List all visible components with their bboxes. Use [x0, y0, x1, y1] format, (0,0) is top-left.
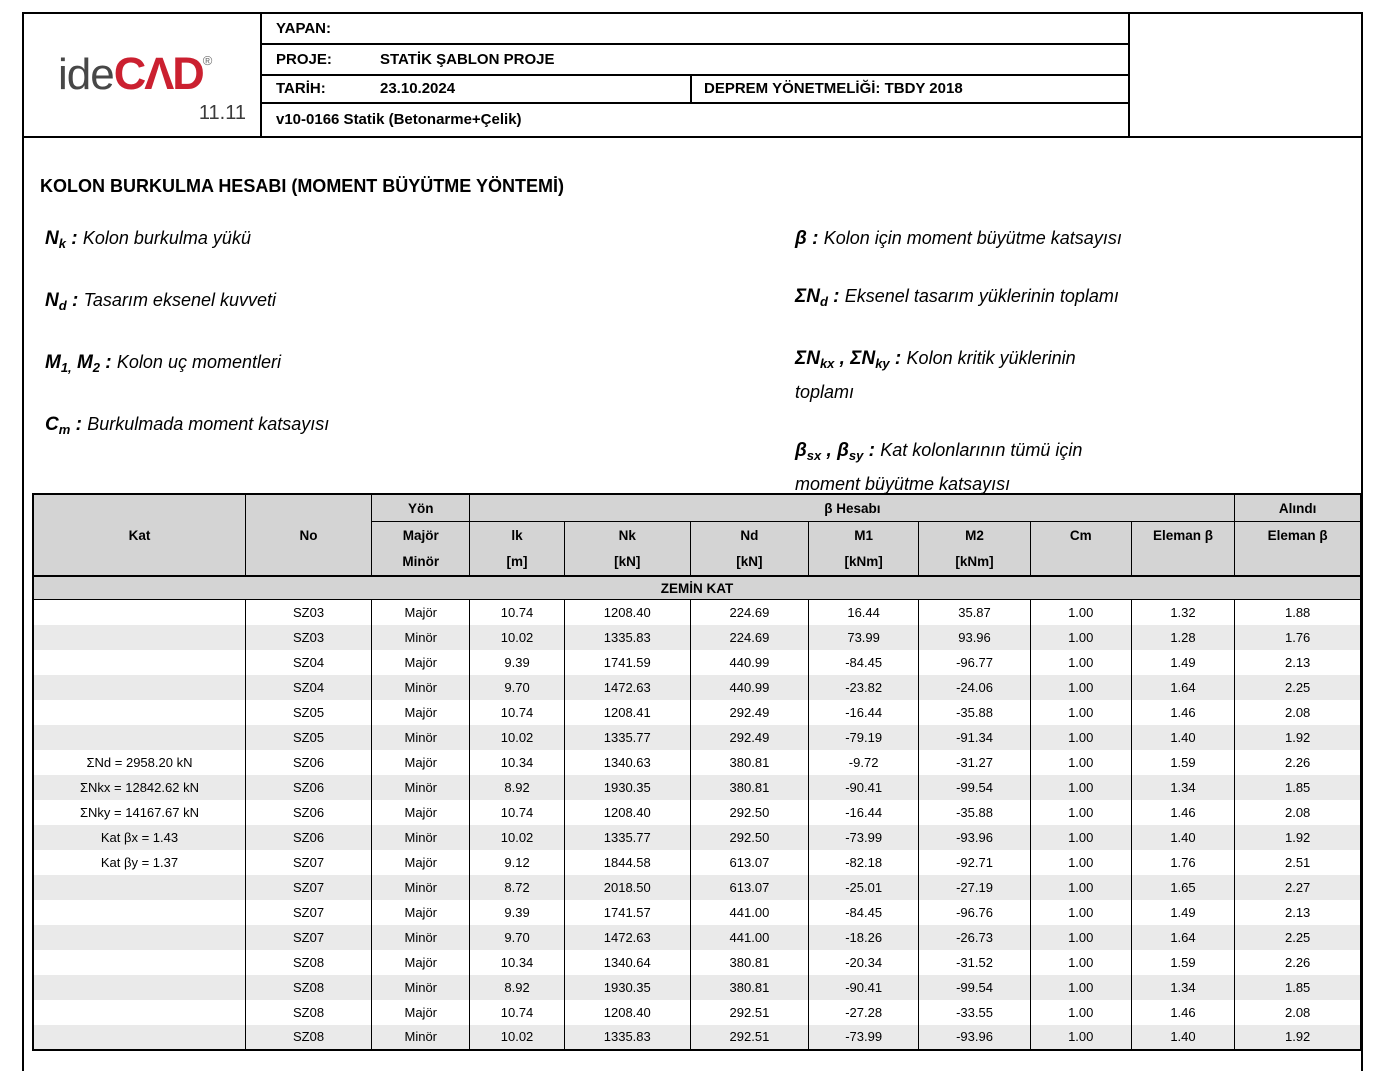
cell-eleman-beta: 1.40 [1131, 1025, 1235, 1050]
table-row [33, 625, 1361, 650]
cell-no: SZ05 [245, 700, 371, 725]
cell-eleman-beta: 1.76 [1131, 850, 1235, 875]
cell-no: SZ08 [245, 1000, 371, 1025]
cell-eleman-beta: 1.46 [1131, 1000, 1235, 1025]
cell-eleman-beta: 1.64 [1131, 925, 1235, 950]
cell-alindi-eleman-beta: 1.92 [1235, 1025, 1361, 1050]
col-header-alindi: Alındı [1235, 494, 1361, 522]
cell-nk: 1844.58 [564, 850, 690, 875]
cell-nd: 292.50 [690, 825, 808, 850]
cell-yon: Majör [372, 800, 470, 825]
cell-no: SZ05 [245, 725, 371, 750]
cell-nd: 380.81 [690, 775, 808, 800]
cell-eleman-beta: 1.28 [1131, 625, 1235, 650]
cell-kat-summary [33, 875, 245, 900]
cell-nk: 1208.40 [564, 800, 690, 825]
cell-cm: 1.00 [1030, 975, 1131, 1000]
definition-item: $\Sigma N_{kx}$ , $\Sigma N_{ky}$ : Kolon kritik yüklerinin toplamı [795, 348, 1076, 402]
cell-kat-summary [33, 625, 245, 650]
cell-cm: 1.00 [1030, 875, 1131, 900]
cell-nk: 1335.77 [564, 725, 690, 750]
cell-kat-summary [33, 950, 245, 975]
cell-alindi-eleman-beta: 2.08 [1235, 700, 1361, 725]
cell-m1: -90.41 [809, 975, 919, 1000]
cell-yon: Minör [372, 875, 470, 900]
col-header-alindi-eleman-beta: Eleman β [1235, 522, 1361, 577]
logo-gray-part: ide [58, 50, 114, 99]
cell-alindi-eleman-beta: 2.13 [1235, 650, 1361, 675]
cell-yon: Majör [372, 1000, 470, 1025]
cell-cm: 1.00 [1030, 725, 1131, 750]
definition-item: $\Sigma N_d$ : Eksenel tasarım yüklerinin toplamı [795, 286, 1119, 309]
col-header-kat: Kat [33, 494, 245, 576]
definition-item: $N_d$ : Tasarım eksenel kuvveti [45, 290, 276, 313]
cell-kat-summary [33, 600, 245, 625]
col-header-m2: M2 [kNm] [919, 522, 1031, 577]
cell-m1: -16.44 [809, 700, 919, 725]
cell-eleman-beta: 1.40 [1131, 725, 1235, 750]
cell-lk: 8.92 [470, 775, 564, 800]
cell-m2: -27.19 [919, 875, 1031, 900]
cell-nk: 1340.63 [564, 750, 690, 775]
cell-alindi-eleman-beta: 1.85 [1235, 775, 1361, 800]
cell-nd: 441.00 [690, 925, 808, 950]
cell-cm: 1.00 [1030, 675, 1131, 700]
cell-m2: -99.54 [919, 975, 1031, 1000]
cell-kat-summary: Kat βx = 1.43 [33, 825, 245, 850]
table-row [33, 925, 1361, 950]
table-row [33, 600, 1361, 625]
cell-m1: -90.41 [809, 775, 919, 800]
cell-eleman-beta: 1.40 [1131, 825, 1235, 850]
cell-nd: 292.50 [690, 800, 808, 825]
cell-nk: 1208.40 [564, 1000, 690, 1025]
cell-kat-summary [33, 675, 245, 700]
cell-lk: 10.34 [470, 750, 564, 775]
cell-m2: -31.27 [919, 750, 1031, 775]
cell-lk: 9.12 [470, 850, 564, 875]
cell-kat-summary [33, 975, 245, 1000]
header-row-version [262, 104, 1128, 136]
cell-no: SZ04 [245, 675, 371, 700]
cell-m1: -18.26 [809, 925, 919, 950]
cell-nk: 1335.77 [564, 825, 690, 850]
cell-nd: 224.69 [690, 600, 808, 625]
cell-yon: Minör [372, 825, 470, 850]
cell-m2: -91.34 [919, 725, 1031, 750]
cell-m2: -96.76 [919, 900, 1031, 925]
cell-no: SZ07 [245, 900, 371, 925]
cell-m1: -84.45 [809, 650, 919, 675]
cell-m1: -25.01 [809, 875, 919, 900]
cell-alindi-eleman-beta: 1.85 [1235, 975, 1361, 1000]
cell-yon: Minör [372, 625, 470, 650]
cell-m2: -99.54 [919, 775, 1031, 800]
cell-m2: 93.96 [919, 625, 1031, 650]
cell-kat-summary [33, 1025, 245, 1050]
cell-yon: Majör [372, 700, 470, 725]
table-row [33, 700, 1361, 725]
header-row-tarih [262, 76, 1128, 104]
cell-m1: -27.28 [809, 1000, 919, 1025]
report-header [22, 14, 1363, 138]
cell-no: SZ08 [245, 950, 371, 975]
cell-cm: 1.00 [1030, 1000, 1131, 1025]
cell-eleman-beta: 1.49 [1131, 650, 1235, 675]
cell-yon: Minör [372, 725, 470, 750]
cell-cm: 1.00 [1030, 775, 1131, 800]
table-row [33, 675, 1361, 700]
cell-no: SZ06 [245, 825, 371, 850]
cell-eleman-beta: 1.46 [1131, 700, 1235, 725]
cell-m1: -79.19 [809, 725, 919, 750]
col-header-nd: Nd [kN] [690, 522, 808, 577]
tarih-value: 23.10.2024 [380, 80, 456, 97]
cell-nd: 380.81 [690, 975, 808, 1000]
logo-cell [24, 14, 262, 136]
cell-alindi-eleman-beta: 2.08 [1235, 1000, 1361, 1025]
cell-cm: 1.00 [1030, 1025, 1131, 1050]
cell-eleman-beta: 1.32 [1131, 600, 1235, 625]
cell-m2: -35.88 [919, 800, 1031, 825]
cell-nd: 292.51 [690, 1000, 808, 1025]
table-row [33, 800, 1361, 825]
cell-cm: 1.00 [1030, 650, 1131, 675]
cell-m2: -33.55 [919, 1000, 1031, 1025]
section-label: ZEMİN KAT [33, 576, 1361, 600]
cell-lk: 10.02 [470, 625, 564, 650]
cell-cm: 1.00 [1030, 800, 1131, 825]
cell-lk: 10.02 [470, 1025, 564, 1050]
cell-m1: -73.99 [809, 1025, 919, 1050]
definitions-left [45, 224, 685, 472]
cell-m2: -96.77 [919, 650, 1031, 675]
cell-yon: Majör [372, 850, 470, 875]
cell-cm: 1.00 [1030, 600, 1131, 625]
cell-nd: 440.99 [690, 650, 808, 675]
cell-lk: 9.39 [470, 650, 564, 675]
cell-nk: 1208.40 [564, 600, 690, 625]
cell-m1: 16.44 [809, 600, 919, 625]
definitions-right [795, 224, 1355, 528]
cell-yon: Majör [372, 600, 470, 625]
cell-nd: 613.07 [690, 850, 808, 875]
cell-nd: 292.51 [690, 1025, 808, 1050]
cell-kat-summary: ΣNkx = 12842.62 kN [33, 775, 245, 800]
cell-alindi-eleman-beta: 2.25 [1235, 675, 1361, 700]
col-header-eleman-beta: Eleman β [1131, 522, 1235, 577]
header-empty-cell [1128, 14, 1361, 136]
cell-alindi-eleman-beta: 2.13 [1235, 900, 1361, 925]
cell-yon: Majör [372, 950, 470, 975]
cell-yon: Majör [372, 650, 470, 675]
cell-nk: 2018.50 [564, 875, 690, 900]
cell-yon: Minör [372, 775, 470, 800]
cell-lk: 10.34 [470, 950, 564, 975]
cell-yon: Minör [372, 975, 470, 1000]
cell-kat-summary: Kat βy = 1.37 [33, 850, 245, 875]
cell-cm: 1.00 [1030, 700, 1131, 725]
cell-lk: 9.70 [470, 925, 564, 950]
logo-red-part: CΛD [113, 48, 203, 99]
cell-kat-summary [33, 650, 245, 675]
cell-eleman-beta: 1.65 [1131, 875, 1235, 900]
cell-lk: 10.74 [470, 700, 564, 725]
table-row [33, 1000, 1361, 1025]
section-row [33, 576, 1361, 600]
cell-no: SZ06 [245, 775, 371, 800]
cell-nk: 1340.64 [564, 950, 690, 975]
table-row [33, 825, 1361, 850]
cell-m1: -73.99 [809, 825, 919, 850]
yapan-label: YAPAN: [276, 20, 332, 37]
cell-no: SZ08 [245, 1025, 371, 1050]
cell-nd: 440.99 [690, 675, 808, 700]
header-info-cells [262, 14, 1128, 136]
cell-m2: -26.73 [919, 925, 1031, 950]
cell-nd: 613.07 [690, 875, 808, 900]
cell-alindi-eleman-beta: 1.92 [1235, 825, 1361, 850]
cell-no: SZ07 [245, 875, 371, 900]
page-title: KOLON BURKULMA HESABI (MOMENT BÜYÜTME YÖNTEMİ) [40, 176, 564, 196]
cell-no: SZ07 [245, 850, 371, 875]
cell-no: SZ06 [245, 750, 371, 775]
cell-eleman-beta: 1.59 [1131, 950, 1235, 975]
cell-lk: 10.74 [470, 1000, 564, 1025]
cell-nk: 1930.35 [564, 975, 690, 1000]
cell-lk: 9.70 [470, 675, 564, 700]
cell-nk: 1741.57 [564, 900, 690, 925]
cell-yon: Majör [372, 750, 470, 775]
col-header-beta-hesabi: β Hesabı [470, 494, 1235, 522]
cell-yon: Majör [372, 900, 470, 925]
col-header-no: No [245, 494, 371, 576]
cell-m2: -24.06 [919, 675, 1031, 700]
tarih-label: TARİH: [276, 80, 326, 97]
cell-m2: 35.87 [919, 600, 1031, 625]
cell-m2: -31.52 [919, 950, 1031, 975]
table-row [33, 725, 1361, 750]
cell-no: SZ03 [245, 600, 371, 625]
cell-alindi-eleman-beta: 1.88 [1235, 600, 1361, 625]
cell-lk: 8.72 [470, 875, 564, 900]
cell-nd: 380.81 [690, 950, 808, 975]
cell-m1: -20.34 [809, 950, 919, 975]
cell-no: SZ04 [245, 650, 371, 675]
proje-value: STATİK ŞABLON PROJE [380, 51, 555, 68]
cell-kat-summary [33, 700, 245, 725]
cell-nk: 1335.83 [564, 625, 690, 650]
cell-kat-summary [33, 900, 245, 925]
cell-no: SZ03 [245, 625, 371, 650]
cell-m1: -9.72 [809, 750, 919, 775]
buckling-table [32, 493, 1362, 1051]
cell-yon: Minör [372, 675, 470, 700]
idecad-logo [58, 48, 212, 100]
cell-m1: -84.45 [809, 900, 919, 925]
header-row-proje [262, 45, 1128, 76]
header-row-yapan [262, 14, 1128, 45]
col-header-lk: lk [m] [470, 522, 564, 577]
cell-alindi-eleman-beta: 2.51 [1235, 850, 1361, 875]
cell-kat-summary: ΣNd = 2958.20 kN [33, 750, 245, 775]
table-row [33, 775, 1361, 800]
cell-m1: -23.82 [809, 675, 919, 700]
cell-alindi-eleman-beta: 1.92 [1235, 725, 1361, 750]
cell-cm: 1.00 [1030, 925, 1131, 950]
table-row [33, 950, 1361, 975]
cell-lk: 9.39 [470, 900, 564, 925]
cell-kat-summary: ΣNky = 14167.67 kN [33, 800, 245, 825]
cell-yon: Minör [372, 1025, 470, 1050]
deprem-yonetmeligi-cell: DEPREM YÖNETMELİĞİ: TBDY 2018 [690, 76, 1128, 102]
cell-eleman-beta: 1.59 [1131, 750, 1235, 775]
cell-yon: Minör [372, 925, 470, 950]
col-header-nk: Nk [kN] [564, 522, 690, 577]
table-row [33, 975, 1361, 1000]
cell-nd: 292.49 [690, 700, 808, 725]
table-row [33, 900, 1361, 925]
cell-cm: 1.00 [1030, 825, 1131, 850]
col-header-m1: M1 [kNm] [809, 522, 919, 577]
cell-nd: 441.00 [690, 900, 808, 925]
cell-no: SZ08 [245, 975, 371, 1000]
cell-lk: 10.74 [470, 800, 564, 825]
cell-eleman-beta: 1.49 [1131, 900, 1235, 925]
cell-m1: -16.44 [809, 800, 919, 825]
table-body [33, 576, 1361, 1050]
cell-nk: 1335.83 [564, 1025, 690, 1050]
cell-eleman-beta: 1.64 [1131, 675, 1235, 700]
cell-m1: 73.99 [809, 625, 919, 650]
definition-item: $C_m$ : Burkulmada moment katsayısı [45, 414, 330, 437]
cell-m2: -93.96 [919, 1025, 1031, 1050]
table-row [33, 750, 1361, 775]
cell-cm: 1.00 [1030, 950, 1131, 975]
cell-alindi-eleman-beta: 2.25 [1235, 925, 1361, 950]
cell-m2: -92.71 [919, 850, 1031, 875]
cell-nd: 224.69 [690, 625, 808, 650]
table-row [33, 650, 1361, 675]
software-version-line: v10-0166 Statik (Betonarme+Çelik) [276, 111, 522, 128]
col-header-cm: Cm [1030, 522, 1131, 577]
cell-alindi-eleman-beta: 2.26 [1235, 750, 1361, 775]
cell-alindi-eleman-beta: 2.27 [1235, 875, 1361, 900]
cell-lk: 10.02 [470, 825, 564, 850]
proje-label: PROJE: [276, 51, 332, 68]
cell-alindi-eleman-beta: 2.26 [1235, 950, 1361, 975]
table-row [33, 850, 1361, 875]
cell-kat-summary [33, 1000, 245, 1025]
cell-kat-summary [33, 725, 245, 750]
cell-m2: -93.96 [919, 825, 1031, 850]
cell-nk: 1741.59 [564, 650, 690, 675]
cell-nk: 1472.63 [564, 675, 690, 700]
cell-cm: 1.00 [1030, 900, 1131, 925]
cell-no: SZ07 [245, 925, 371, 950]
cell-cm: 1.00 [1030, 625, 1131, 650]
cell-cm: 1.00 [1030, 850, 1131, 875]
cell-m1: -82.18 [809, 850, 919, 875]
logo-version: 11.11 [198, 102, 246, 124]
col-header-major-minor: Majör Minör [372, 522, 470, 577]
cell-nk: 1208.41 [564, 700, 690, 725]
cell-nd: 292.49 [690, 725, 808, 750]
cell-lk: 8.92 [470, 975, 564, 1000]
definition-item: β : Kolon için moment büyütme katsayısı [795, 228, 1122, 249]
cell-alindi-eleman-beta: 2.08 [1235, 800, 1361, 825]
registered-mark: ® [202, 53, 213, 68]
col-header-yon: Yön [372, 494, 470, 522]
cell-kat-summary [33, 925, 245, 950]
cell-eleman-beta: 1.46 [1131, 800, 1235, 825]
cell-m2: -35.88 [919, 700, 1031, 725]
definition-item: $N_k$ : Kolon burkulma yükü [45, 228, 251, 251]
cell-lk: 10.02 [470, 725, 564, 750]
definition-item: $\beta_{sx}$ , $\beta_{sy}$ : Kat kolonlarının tümü için moment büyütme katsayısı [795, 440, 1083, 494]
cell-cm: 1.00 [1030, 750, 1131, 775]
cell-lk: 10.74 [470, 600, 564, 625]
cell-nk: 1930.35 [564, 775, 690, 800]
table-row [33, 875, 1361, 900]
table-row [33, 1025, 1361, 1050]
cell-eleman-beta: 1.34 [1131, 975, 1235, 1000]
definition-item: $M_{1,}$ $M_2$ : Kolon uç momentleri [45, 352, 281, 375]
cell-eleman-beta: 1.34 [1131, 775, 1235, 800]
cell-nd: 380.81 [690, 750, 808, 775]
cell-alindi-eleman-beta: 1.76 [1235, 625, 1361, 650]
cell-nk: 1472.63 [564, 925, 690, 950]
cell-no: SZ06 [245, 800, 371, 825]
